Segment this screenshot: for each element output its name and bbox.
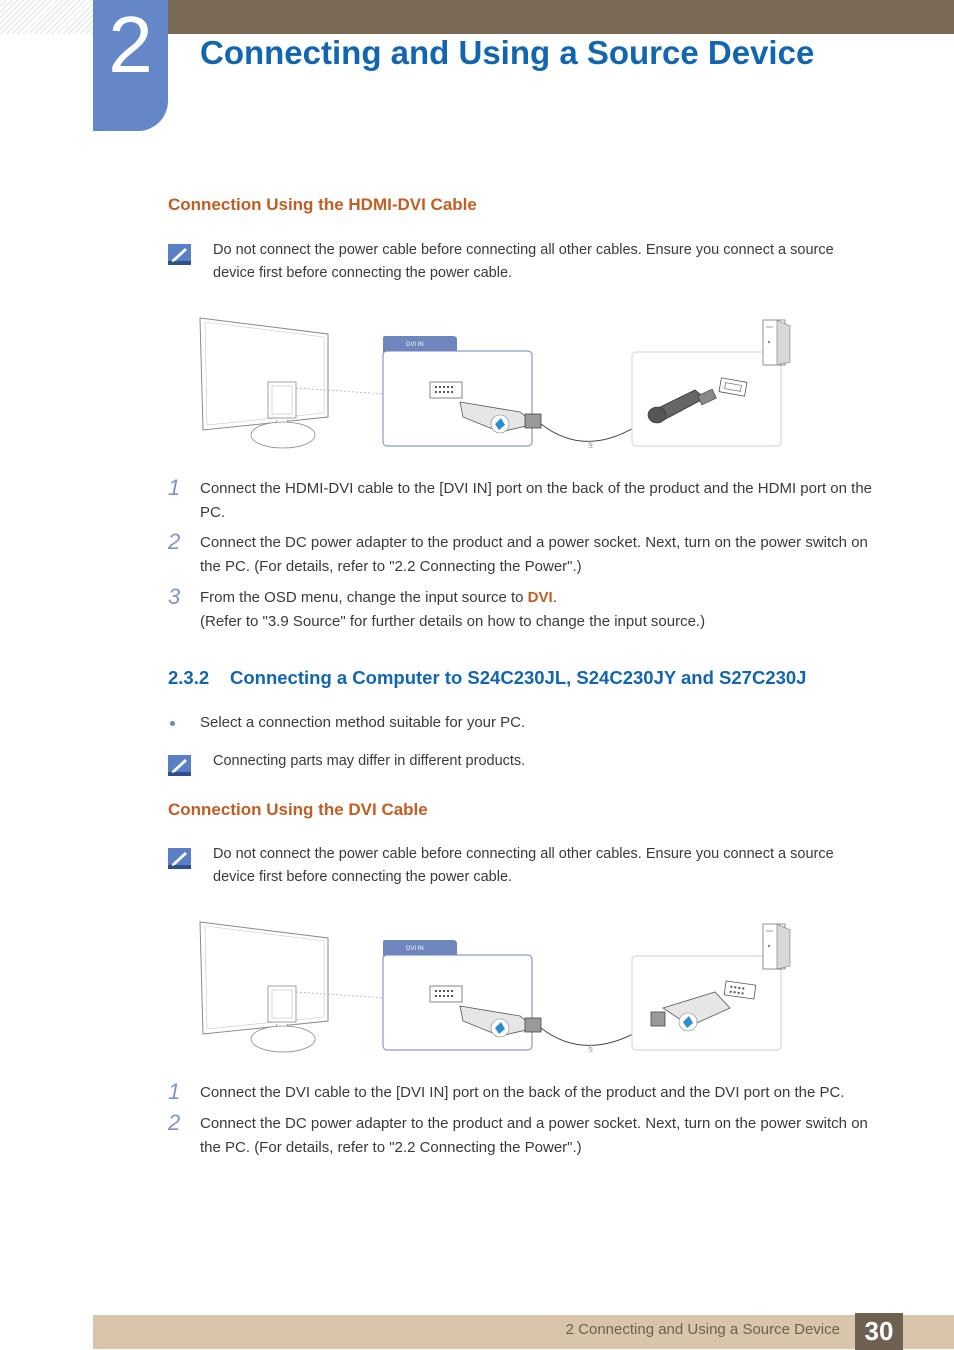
step-text-part: . xyxy=(552,589,557,606)
monitor-illustration xyxy=(200,922,385,1052)
step-number: 2 xyxy=(168,529,181,554)
header-bar xyxy=(168,0,954,34)
svg-text:§: § xyxy=(588,1043,594,1053)
header-hatch-pattern xyxy=(0,0,93,34)
dvi-in-panel xyxy=(383,940,541,1050)
hdmi-dvi-connection-diagram xyxy=(195,312,795,452)
note-text: Do not connect the power cable before connecting all other cables. Ensure you connect a source device first before connecting the power cable. xyxy=(213,242,834,281)
step-number: 2 xyxy=(168,1110,181,1135)
pc-panel xyxy=(632,320,790,446)
note-text: Do not connect the power cable before connecting all other cables. Ensure you connect a source device first before connecting the power cable. xyxy=(213,846,834,885)
chapter-number-tab: 2 xyxy=(93,0,168,131)
section-heading-hdmi-dvi: Connection Using the HDMI-DVI Cable xyxy=(168,195,477,214)
step-text: Connect the DC power adapter to the product and a power socket. Next, turn on the power switch on the PC. (For details, refer to "2.2 Connecting the Power".) xyxy=(200,534,868,575)
step-number: 1 xyxy=(168,1079,181,1104)
step-text: Connect the DC power adapter to the product and a power socket. Next, turn on the power switch on the PC. (For details, refer to "2.2 Connecting the Power".) xyxy=(200,1115,868,1156)
chapter-title: Connecting and Using a Source Device xyxy=(200,34,815,71)
panel-label: DVI IN xyxy=(406,946,424,952)
note-icon xyxy=(168,848,191,869)
step-text-part: From the OSD menu, change the input source to xyxy=(200,589,528,606)
page-number: 30 xyxy=(855,1313,903,1350)
monitor-illustration xyxy=(200,318,385,448)
step-number: 3 xyxy=(168,584,181,609)
footer-chapter-title: 2 Connecting and Using a Source Device xyxy=(565,1321,840,1338)
step-text: Connect the DVI cable to the [DVI IN] port on the back of the product and the DVI port on the PC. xyxy=(200,1084,845,1101)
keyword-dvi: DVI xyxy=(527,589,553,606)
svg-text:§: § xyxy=(588,439,594,449)
bullet-text: Select a connection method suitable for your PC. xyxy=(200,714,526,731)
subsection-number: 2.3.2 xyxy=(168,667,210,688)
subsection-heading xyxy=(168,667,806,689)
bullet-icon xyxy=(170,721,175,726)
subsection-title: Connecting a Computer to S24C230JL, S24C230JY and S27C230J xyxy=(230,667,807,688)
step-text: Connect the HDMI-DVI cable to the [DVI IN] port on the back of the product and the HDMI port on the PC. xyxy=(200,480,873,521)
step-text xyxy=(200,586,890,634)
note-text: Connecting parts may differ in different products. xyxy=(213,753,526,769)
note-icon xyxy=(168,244,191,265)
section-heading-dvi: Connection Using the DVI Cable xyxy=(168,800,428,819)
dvi-connection-diagram xyxy=(195,916,795,1056)
step-number: 1 xyxy=(168,475,181,500)
note-icon xyxy=(168,755,191,776)
dvi-in-panel xyxy=(383,336,541,446)
panel-label: DVI IN xyxy=(406,342,424,348)
step-text-line2: (Refer to "3.9 Source" for further details on how to change the input source.) xyxy=(200,613,706,630)
pc-panel xyxy=(632,924,790,1050)
